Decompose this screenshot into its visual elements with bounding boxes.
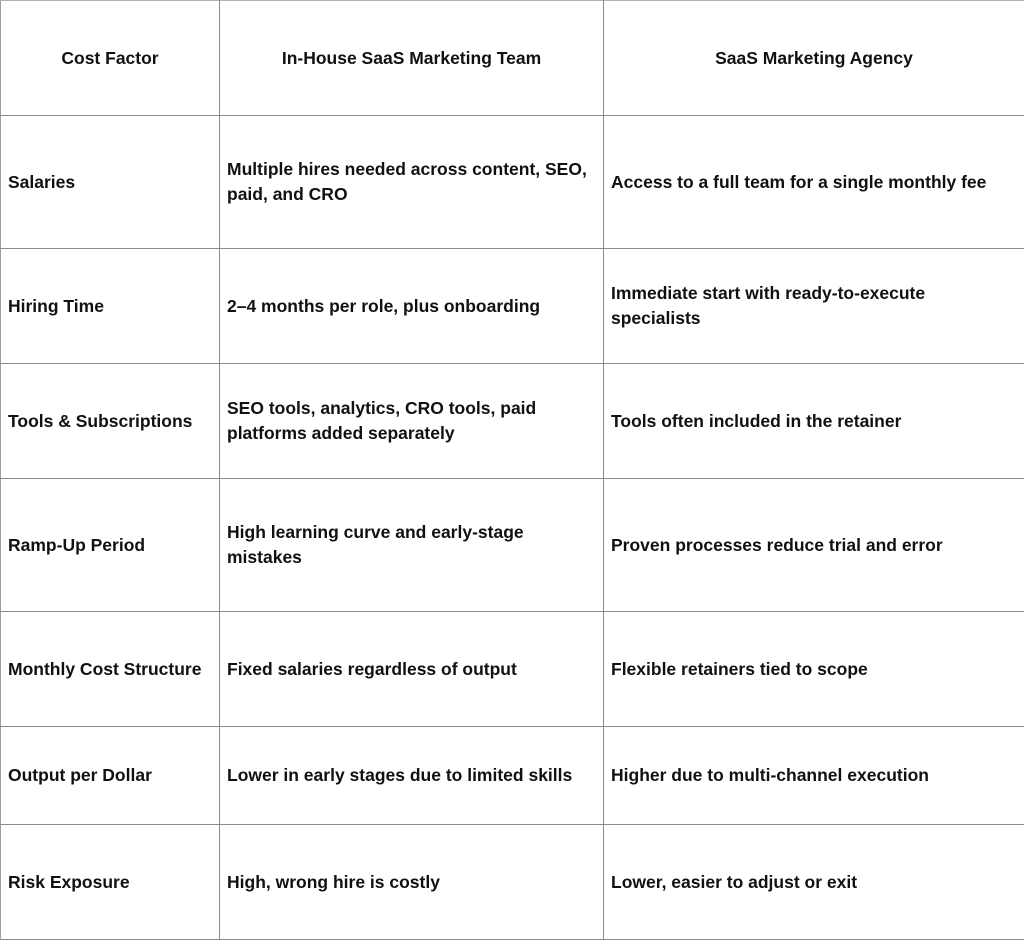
cell-factor: Salaries xyxy=(1,116,220,249)
table-row-ramp-up-period xyxy=(1,479,1024,612)
cell-agency: Lower, easier to adjust or exit xyxy=(604,825,1024,940)
cell-factor: Ramp-Up Period xyxy=(1,479,220,612)
cell-factor: Output per Dollar xyxy=(1,727,220,825)
cell-factor: Monthly Cost Structure xyxy=(1,612,220,727)
header-cost-factor: Cost Factor xyxy=(1,1,220,116)
cell-in-house: Multiple hires needed across content, SEO, paid, and CRO xyxy=(220,116,604,249)
cell-in-house: High learning curve and early-stage mistakes xyxy=(220,479,604,612)
header-in-house-team: In-House SaaS Marketing Team xyxy=(220,1,604,116)
table-row-hiring-time xyxy=(1,249,1024,364)
cell-agency: Tools often included in the retainer xyxy=(604,364,1024,479)
cell-factor: Risk Exposure xyxy=(1,825,220,940)
cell-in-house: 2–4 months per role, plus onboarding xyxy=(220,249,604,364)
table-row-salaries xyxy=(1,116,1024,249)
table-row-risk-exposure xyxy=(1,825,1024,940)
cell-in-house: Lower in early stages due to limited skills xyxy=(220,727,604,825)
cell-agency: Proven processes reduce trial and error xyxy=(604,479,1024,612)
cell-agency: Higher due to multi-channel execution xyxy=(604,727,1024,825)
cell-in-house: High, wrong hire is costly xyxy=(220,825,604,940)
cell-factor: Hiring Time xyxy=(1,249,220,364)
cell-agency: Access to a full team for a single monthly fee xyxy=(604,116,1024,249)
cell-agency: Flexible retainers tied to scope xyxy=(604,612,1024,727)
cell-factor: Tools & Subscriptions xyxy=(1,364,220,479)
table-row-tools-subscriptions xyxy=(1,364,1024,479)
cell-in-house: SEO tools, analytics, CRO tools, paid platforms added separately xyxy=(220,364,604,479)
cell-agency: Immediate start with ready-to-execute specialists xyxy=(604,249,1024,364)
header-row xyxy=(1,1,1024,116)
table-row-output-per-dollar xyxy=(1,727,1024,825)
table-row-monthly-cost-structure xyxy=(1,612,1024,727)
cell-in-house: Fixed salaries regardless of output xyxy=(220,612,604,727)
header-agency: SaaS Marketing Agency xyxy=(604,1,1024,116)
